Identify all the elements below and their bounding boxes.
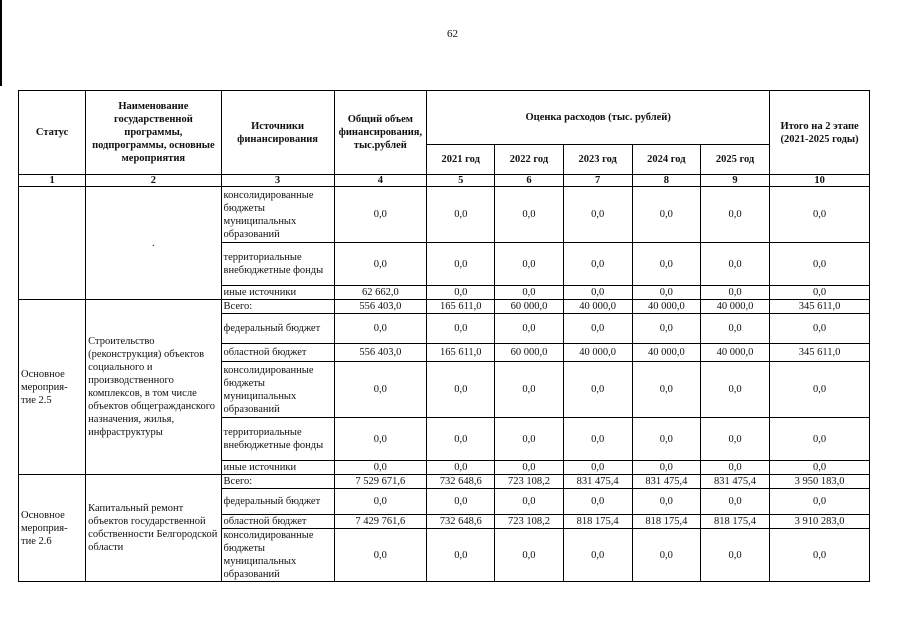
value-cell: 0,0 — [334, 418, 427, 461]
value-cell: 0,0 — [495, 461, 563, 475]
column-number: 1 — [19, 175, 86, 187]
source-cell: территориальные внебюджетные фонды — [221, 243, 334, 286]
table-header — [19, 91, 870, 187]
value-cell: 0,0 — [334, 461, 427, 475]
value-cell: 0,0 — [563, 243, 632, 286]
page-number: 62 — [447, 28, 458, 40]
value-cell: 556 403,0 — [334, 344, 427, 362]
value-cell: 62 662,0 — [334, 286, 427, 300]
value-cell: 40 000,0 — [700, 344, 769, 362]
value-cell: 165 611,0 — [427, 344, 495, 362]
value-cell: 0,0 — [495, 529, 563, 582]
column-number: 6 — [495, 175, 563, 187]
column-number: 5 — [427, 175, 495, 187]
scan-left-edge — [0, 0, 2, 86]
value-cell: 732 648,6 — [427, 475, 495, 489]
value-cell: 723 108,2 — [495, 475, 563, 489]
column-number: 9 — [700, 175, 769, 187]
value-cell: 831 475,4 — [563, 475, 632, 489]
value-cell: 0,0 — [700, 243, 769, 286]
header-stage-total: Итого на 2 этапе (2021-2025 годы) — [770, 91, 870, 175]
value-cell: 0,0 — [563, 418, 632, 461]
value-cell: 0,0 — [334, 362, 427, 418]
value-cell: 3 950 183,0 — [770, 475, 870, 489]
column-number-row — [19, 175, 870, 187]
column-number: 7 — [563, 175, 632, 187]
value-cell: 0,0 — [495, 286, 563, 300]
value-cell: 0,0 — [770, 489, 870, 515]
column-number: 10 — [770, 175, 870, 187]
value-cell: 0,0 — [770, 187, 870, 243]
value-cell: 165 611,0 — [427, 300, 495, 314]
value-cell: 723 108,2 — [495, 515, 563, 529]
header-total: Общий объем финансирования, тыс.рублей — [334, 91, 427, 175]
column-number: 8 — [632, 175, 700, 187]
source-cell: территориальные внебюджетные фонды — [221, 418, 334, 461]
source-cell: консолидированные бюджеты муниципальных образований — [221, 362, 334, 418]
header-year: 2021 год — [427, 145, 495, 175]
value-cell: 0,0 — [427, 418, 495, 461]
header-status: Статус — [19, 91, 86, 175]
value-cell: 0,0 — [632, 461, 700, 475]
value-cell: 0,0 — [563, 489, 632, 515]
value-cell: 0,0 — [700, 286, 769, 300]
value-cell: 818 175,4 — [632, 515, 700, 529]
value-cell: 0,0 — [770, 362, 870, 418]
header-year: 2024 год — [632, 145, 700, 175]
value-cell: 60 000,0 — [495, 300, 563, 314]
value-cell: 40 000,0 — [632, 300, 700, 314]
status-cell: Основное мероприя- тие 2.5 — [19, 300, 86, 475]
source-cell: Всего: — [221, 475, 334, 489]
table-body — [19, 187, 870, 582]
value-cell: 0,0 — [632, 187, 700, 243]
header-name: Наименование государственной программы, подпрограммы, основные мероприятия — [86, 91, 221, 175]
header-sources: Источники финансирования — [221, 91, 334, 175]
value-cell: 345 611,0 — [770, 344, 870, 362]
value-cell: 40 000,0 — [700, 300, 769, 314]
table-row — [19, 300, 870, 314]
value-cell: 0,0 — [563, 461, 632, 475]
value-cell: 0,0 — [563, 187, 632, 243]
source-cell: областной бюджет — [221, 344, 334, 362]
value-cell: 0,0 — [334, 529, 427, 582]
value-cell: 0,0 — [700, 461, 769, 475]
source-cell: областной бюджет — [221, 515, 334, 529]
value-cell: 732 648,6 — [427, 515, 495, 529]
value-cell: 0,0 — [770, 314, 870, 344]
value-cell: 0,0 — [427, 489, 495, 515]
header-year: 2025 год — [700, 145, 769, 175]
status-cell: Основное мероприя- тие 2.6 — [19, 475, 86, 582]
value-cell: 60 000,0 — [495, 344, 563, 362]
value-cell: 0,0 — [334, 489, 427, 515]
source-cell: иные источники — [221, 461, 334, 475]
column-number: 4 — [334, 175, 427, 187]
name-cell: . — [86, 187, 221, 300]
source-cell: консолидированные бюджеты муниципальных образований — [221, 529, 334, 582]
value-cell: 40 000,0 — [563, 300, 632, 314]
value-cell: 0,0 — [700, 314, 769, 344]
value-cell: 831 475,4 — [700, 475, 769, 489]
value-cell: 0,0 — [495, 362, 563, 418]
value-cell: 0,0 — [427, 362, 495, 418]
value-cell: 0,0 — [334, 314, 427, 344]
value-cell: 556 403,0 — [334, 300, 427, 314]
value-cell: 0,0 — [770, 286, 870, 300]
source-cell: федеральный бюджет — [221, 314, 334, 344]
header-year: 2023 год — [563, 145, 632, 175]
value-cell: 0,0 — [700, 489, 769, 515]
value-cell: 0,0 — [632, 418, 700, 461]
value-cell: 0,0 — [632, 529, 700, 582]
value-cell: 0,0 — [632, 362, 700, 418]
column-number: 3 — [221, 175, 334, 187]
value-cell: 0,0 — [563, 529, 632, 582]
value-cell: 0,0 — [770, 529, 870, 582]
value-cell: 818 175,4 — [563, 515, 632, 529]
value-cell: 0,0 — [334, 187, 427, 243]
value-cell: 0,0 — [427, 314, 495, 344]
value-cell: 0,0 — [632, 243, 700, 286]
value-cell: 831 475,4 — [632, 475, 700, 489]
value-cell: 0,0 — [495, 418, 563, 461]
value-cell: 7 429 761,6 — [334, 515, 427, 529]
name-cell: Капитальный ремонт объектов государственной собственности Белгородской области — [86, 475, 221, 582]
value-cell: 0,0 — [770, 461, 870, 475]
value-cell: 0,0 — [563, 286, 632, 300]
value-cell: 0,0 — [427, 529, 495, 582]
table-row — [19, 187, 870, 243]
table-row — [19, 475, 870, 489]
value-cell: 0,0 — [427, 243, 495, 286]
value-cell: 0,0 — [700, 362, 769, 418]
value-cell: 0,0 — [632, 489, 700, 515]
financing-table — [18, 90, 870, 582]
source-cell: федеральный бюджет — [221, 489, 334, 515]
value-cell: 818 175,4 — [700, 515, 769, 529]
value-cell: 0,0 — [427, 286, 495, 300]
value-cell: 0,0 — [700, 529, 769, 582]
value-cell: 0,0 — [700, 418, 769, 461]
source-cell: консолидированные бюджеты муниципальных образований — [221, 187, 334, 243]
value-cell: 40 000,0 — [563, 344, 632, 362]
value-cell: 0,0 — [563, 314, 632, 344]
value-cell: 7 529 671,6 — [334, 475, 427, 489]
value-cell: 0,0 — [632, 286, 700, 300]
value-cell: 0,0 — [495, 243, 563, 286]
value-cell: 0,0 — [563, 362, 632, 418]
header-estimate: Оценка расходов (тыс. рублей) — [427, 91, 770, 145]
status-cell — [19, 187, 86, 300]
value-cell: 0,0 — [334, 243, 427, 286]
value-cell: 0,0 — [632, 314, 700, 344]
value-cell: 0,0 — [495, 314, 563, 344]
header-year: 2022 год — [495, 145, 563, 175]
source-cell: Всего: — [221, 300, 334, 314]
value-cell: 0,0 — [770, 418, 870, 461]
name-cell: Строительство (реконструкция) объектов социального и производственного комплексов, в том числе объектов общегражданского назначения, жилья, инфраструктуры — [86, 300, 221, 475]
value-cell: 0,0 — [495, 489, 563, 515]
value-cell: 345 611,0 — [770, 300, 870, 314]
value-cell: 3 910 283,0 — [770, 515, 870, 529]
value-cell: 0,0 — [700, 187, 769, 243]
value-cell: 0,0 — [427, 461, 495, 475]
value-cell: 0,0 — [770, 243, 870, 286]
value-cell: 0,0 — [427, 187, 495, 243]
value-cell: 0,0 — [495, 187, 563, 243]
value-cell: 40 000,0 — [632, 344, 700, 362]
column-number: 2 — [86, 175, 221, 187]
source-cell: иные источники — [221, 286, 334, 300]
